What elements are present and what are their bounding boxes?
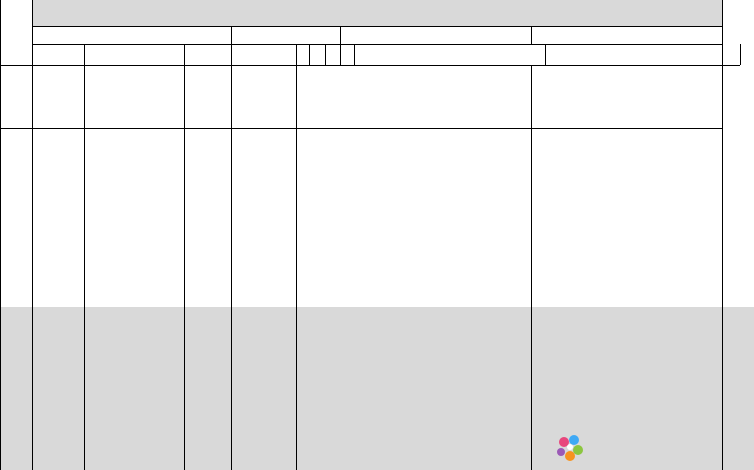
h-row-header-bottom [0,128,722,129]
v-r3-c [231,44,232,470]
v-absent-end [531,65,532,470]
v-class-start [340,26,341,44]
h-row-2 [32,44,722,45]
tarih-white-monday [184,129,231,307]
v-class-value-start [531,26,532,44]
v-ders-end [84,128,85,470]
salı-band [0,307,754,470]
v-r3-h [354,44,355,65]
v-r3-f [325,44,326,65]
v-r3-a [84,44,85,128]
v-teacher-end [231,26,232,44]
border-right [722,0,723,470]
v-r3-j [740,44,741,65]
h-row-3 [0,65,740,66]
watermark-logo-icon [556,434,584,464]
v-r3-g [340,44,341,65]
h-row-1 [32,26,722,27]
v-r3-b [184,44,185,470]
v-r3-d [296,44,297,470]
border-left-outer [0,0,1,470]
v-r3-e [309,44,310,65]
border-left-inner [32,0,33,470]
title-band [33,0,723,26]
v-r3-i [545,44,546,65]
